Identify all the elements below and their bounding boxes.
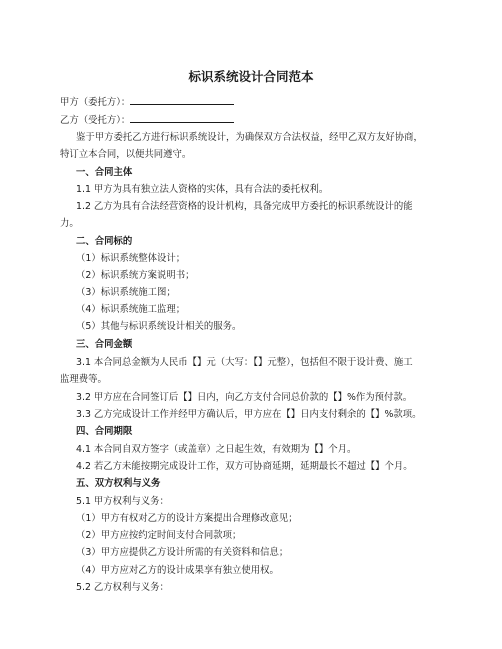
section-1-heading: 一、合同主体 — [76, 167, 133, 178]
clause-1-1: 1.1 甲方为具有独立法人资格的实体，具有合法的委托权利。 — [76, 184, 329, 195]
item-5-1-4: （4）甲方应对乙方的设计成果享有独立使用权。 — [76, 565, 279, 576]
clause-1-2-line-2: 力。 — [60, 218, 79, 229]
item-2-5: （5）其他与标识系统设计相关的服务。 — [76, 321, 242, 332]
clause-3-1-line-2: 监理费等。 — [60, 374, 107, 385]
item-2-1: （1）标识系统整体设计； — [76, 253, 186, 264]
clause-4-2: 4.2 若乙方未能按期完成设计工作，双方可协商延期，延期最长不超过【】个月。 — [76, 461, 413, 472]
document-title: 标识系统设计合同范本 — [188, 69, 314, 84]
intro-line-2: 特订立本合同，以便共同遵守。 — [60, 149, 192, 160]
section-3-heading: 三、合同金额 — [76, 339, 133, 350]
clause-5-1: 5.1 甲方权利与义务： — [76, 496, 169, 507]
item-5-1-3: （3）甲方应提供乙方设计所需的有关资料和信息； — [76, 547, 289, 558]
party-b-line — [60, 112, 448, 129]
clause-5-2: 5.2 乙方权利与义务： — [76, 582, 169, 593]
party-b-blank — [130, 112, 234, 123]
clause-3-1-line-1: 3.1 本合同总金额为人民币【】元（大写：【】元整），包括但不限于设计费、施工 — [76, 357, 413, 368]
item-2-3: （3）标识系统施工图； — [76, 287, 176, 298]
item-5-1-2: （2）甲方应按约定时间支付合同款项； — [76, 530, 242, 541]
item-5-1-1: （1）甲方有权对乙方的设计方案提出合理修改意见； — [76, 513, 298, 524]
section-5-heading: 五、双方权利与义务 — [76, 478, 161, 489]
party-a-line — [60, 94, 448, 111]
section-2-heading: 二、合同标的 — [76, 236, 133, 247]
clause-3-2: 3.2 甲方应在合同签订后【】日内，向乙方支付合同总价款的【】%作为预付款。 — [76, 392, 413, 403]
intro-line-1: 鉴于甲方委托乙方进行标识系统设计，为确保双方合法权益，经甲乙双方友好协商， — [76, 132, 423, 143]
clause-3-3: 3.3 乙方完成设计工作并经甲方确认后，甲方应在【】日内支付剩余的【】%款项。 — [76, 409, 422, 420]
clause-1-2-line-1: 1.2 乙方为具有合法经营资格的设计机构，具备完成甲方委托的标识系统设计的能 — [76, 201, 413, 212]
section-4-heading: 四、合同期限 — [76, 426, 133, 437]
item-2-4: （4）标识系统施工监理； — [76, 304, 186, 315]
clause-4-1: 4.1 本合同自双方签字（或盖章）之日起生效，有效期为【】个月。 — [76, 444, 357, 455]
party-a-blank — [130, 94, 234, 105]
item-2-2: （2）标识系统方案说明书； — [76, 270, 195, 281]
party-a-label: 甲方（委托方）： — [60, 97, 131, 108]
party-b-label: 乙方（受托方）： — [60, 115, 131, 126]
